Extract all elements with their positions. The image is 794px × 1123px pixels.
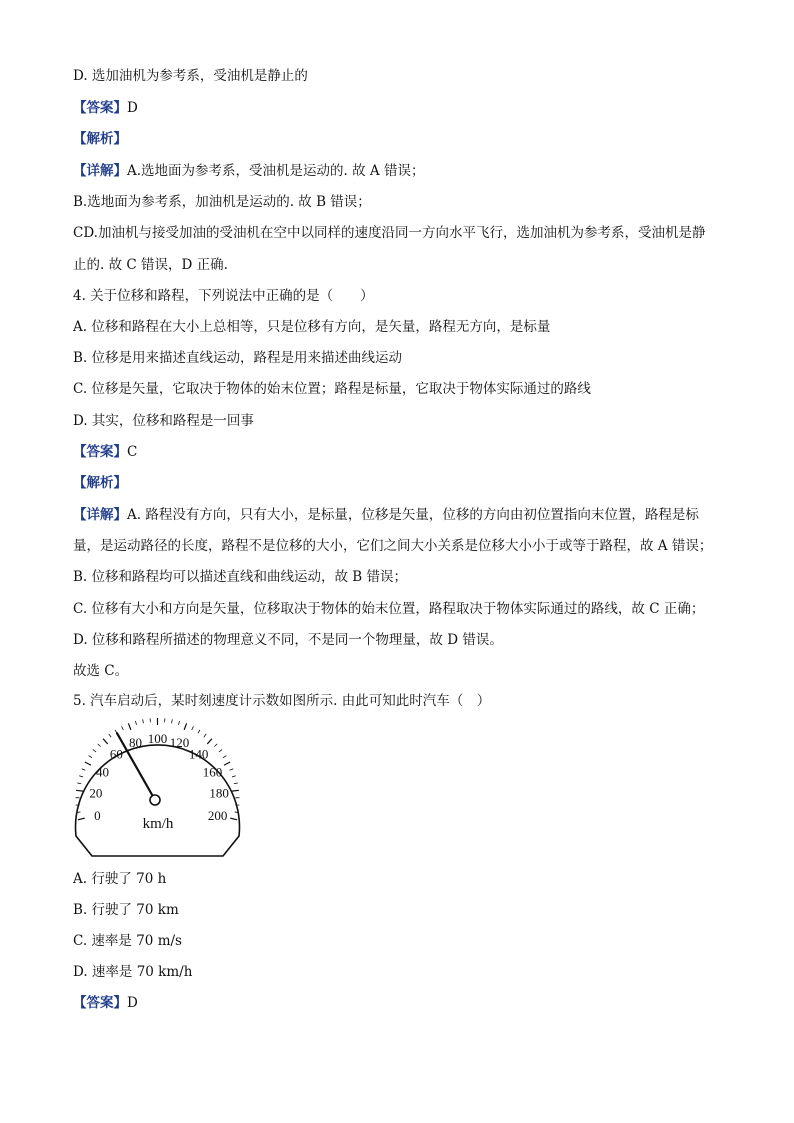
detail-tag: 【详解】 — [73, 163, 127, 179]
speedometer-tick — [76, 790, 83, 791]
q4-conclusion: 故选 C。 — [73, 663, 129, 679]
q4-stem: 4. 关于位移和路程，下列说法中正确的是（ ） — [73, 288, 374, 304]
speedometer-tick-label: 140 — [188, 746, 209, 762]
q4-detail-3: C. 位移有大小和方向是矢量，位移取决于物体的始末位置，路程取决于物体实际通过的路线，故 C 正确； — [73, 601, 705, 617]
q4-detail-4: D. 位移和路程所描述的物理意义不同，不是同一个物理量，故 D 错误。 — [73, 632, 503, 648]
analysis-tag: 【解析】 — [73, 475, 127, 491]
speedometer-tick-label: 160 — [202, 764, 223, 780]
q5-option-c: C. 速率是 70 m/s — [73, 933, 182, 949]
q5-option-a: A. 行驶了 70 h — [73, 871, 167, 887]
speedometer-tick-labels — [89, 731, 228, 823]
q5-answer — [73, 994, 733, 1012]
speedometer-tick — [85, 762, 91, 765]
speedometer-figure — [70, 718, 245, 863]
q4-option-c: C. 位移是矢量，它取决于物体的始末位置；路程是标量，它取决于物体实际通过的路线 — [73, 381, 591, 397]
speedometer-tick-label: 0 — [94, 807, 101, 823]
answer-tag: 【答案】 — [73, 100, 127, 116]
q3-detail-1 — [73, 162, 733, 180]
speedometer-tick — [198, 730, 200, 733]
speedometer-tick — [219, 750, 222, 752]
speedometer-tick — [135, 721, 136, 725]
q3-detail-3a: CD.加油机与接受加油的受油机在空中以同样的速度沿同一方向水平飞行，选加油机为参考系，受油机是静 — [73, 225, 706, 241]
speedometer-tick — [79, 776, 83, 777]
speedometer-tick-label: 100 — [147, 731, 168, 746]
answer-value: D — [127, 100, 138, 116]
q5-option-b: B. 行驶了 70 km — [73, 902, 179, 918]
q3-detail-2: B.选地面为参考系，加油机是运动的. 故 B 错误； — [73, 194, 371, 210]
speedometer-tick — [204, 734, 206, 737]
speedometer-tick — [82, 769, 86, 771]
speedometer-tick — [77, 783, 81, 784]
speedometer-tick — [89, 756, 92, 758]
q4-detail-1b: 量，是运动路径的长度，路程不是位移的大小，它们之间大小关系是位移大小小于或等于路程，故 A 错误； — [73, 538, 713, 554]
speedometer-tick — [207, 739, 212, 744]
speedometer-unit: km/h — [142, 816, 174, 832]
speedometer-tick — [109, 734, 111, 737]
answer-tag: 【答案】 — [73, 444, 127, 460]
speedometer-tick — [230, 818, 237, 820]
speedometer-tick — [178, 721, 179, 725]
speedometer-tick-label: 40 — [96, 764, 110, 780]
speedometer-tick — [232, 776, 236, 777]
answer-tag: 【答案】 — [73, 995, 127, 1011]
speedometer-tick — [103, 739, 108, 744]
speedometer-tick — [214, 744, 217, 747]
speedometer-hub — [150, 795, 160, 805]
speedometer-tick-label: 120 — [169, 735, 190, 751]
speedometer-tick — [172, 719, 173, 723]
speedometer-tick — [223, 756, 226, 758]
q3-answer — [73, 99, 733, 117]
speedometer-tick — [93, 750, 96, 752]
q4-option-a: A. 位移和路程在大小上总相等，只是位移有方向，是矢量，路程无方向，是标量 — [73, 319, 551, 335]
speedometer-tick-label: 80 — [128, 735, 142, 751]
q5-option-d: D. 速率是 70 km/h — [73, 964, 193, 980]
q3-option-d: D. 选加油机为参考系，受油机是静止的 — [73, 68, 308, 84]
speedometer-tick — [232, 790, 239, 791]
speedometer-tick — [224, 762, 230, 765]
speedometer-tick-label: 60 — [109, 746, 123, 762]
speedometer-tick-label: 200 — [207, 807, 228, 823]
q4-detail-2: B. 位移和路程均可以描述直线和曲线运动，故 B 错误； — [73, 569, 408, 585]
speedometer-tick — [143, 719, 144, 723]
detail-tag: 【详解】 — [73, 507, 127, 523]
q4-answer — [73, 443, 733, 461]
speedometer-tick — [98, 744, 101, 747]
speedometer-svg — [70, 718, 245, 863]
speedometer-tick — [128, 723, 130, 730]
speedometer-tick — [184, 723, 186, 730]
q4-option-b: B. 位移是用来描述直线运动，路程是用来描述曲线运动 — [73, 350, 403, 366]
speedometer-tick — [78, 818, 85, 820]
answer-value: C — [127, 444, 138, 460]
detail-text: A.选地面为参考系，受油机是运动的. 故 A 错误； — [127, 163, 425, 179]
analysis-tag: 【解析】 — [73, 131, 127, 147]
q3-analysis-tag — [73, 130, 733, 148]
speedometer-tick — [230, 769, 234, 771]
speedometer-tick — [234, 783, 238, 784]
speedometer-tick — [192, 726, 194, 730]
answer-value: D — [127, 995, 138, 1011]
q4-detail-1a — [73, 506, 733, 524]
speedometer-tick — [122, 726, 124, 730]
speedometer-tick-label: 180 — [209, 785, 229, 801]
q4-analysis-tag — [73, 474, 733, 492]
q5-stem: 5. 汽车启动后，某时刻速度计示数如图所示. 由此可知此时汽车（ ） — [73, 693, 491, 709]
detail-text: A. 路程没有方向，只有大小，是标量，位移是矢量，位移的方向由初位置指向末位置，路程是标 — [127, 507, 699, 523]
q4-option-d: D. 其实，位移和路程是一回事 — [73, 413, 254, 429]
speedometer-tick-label: 20 — [89, 785, 103, 801]
q3-detail-3b: 止的. 故 C 错误，D 正确. — [73, 257, 228, 273]
